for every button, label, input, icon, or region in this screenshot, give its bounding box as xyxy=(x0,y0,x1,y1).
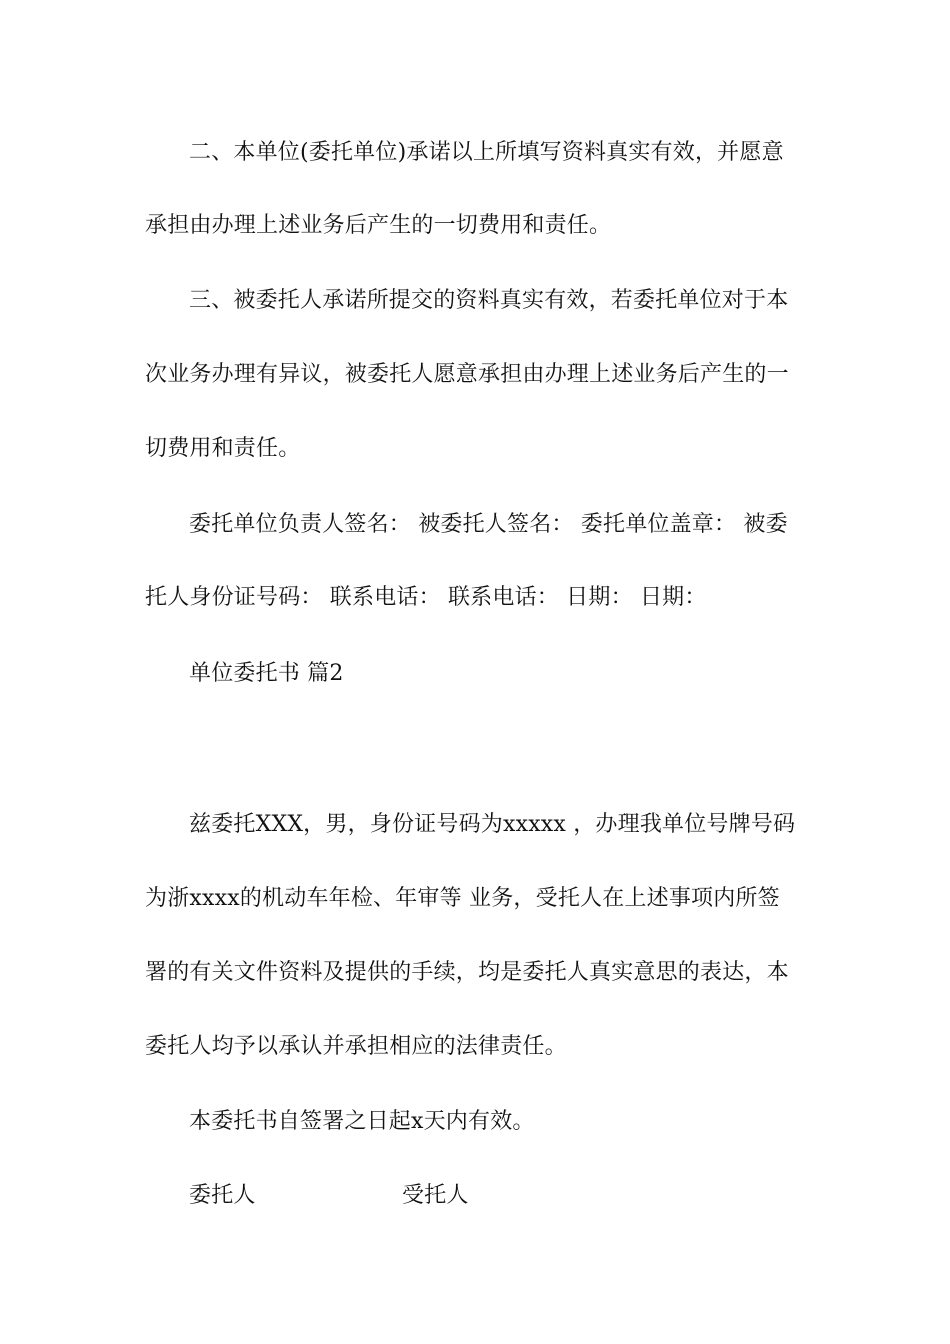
authorization-line-1: 兹委托XXX，男，身份证号码为xxxxx ，办理我单位号牌号码 xyxy=(189,812,796,837)
authorization-line-4: 委托人均予以承认并承担相应的法律责任。 xyxy=(145,1034,567,1059)
paragraph-2-line-1: 二、本单位(委托单位)承诺以上所填写资料真实有效，并愿意 xyxy=(189,140,784,165)
paragraph-3-line-3: 切费用和责任。 xyxy=(145,436,301,461)
section-title: 单位委托书 篇2 xyxy=(189,661,344,686)
paragraph-2-line-2: 承担由办理上述业务后产生的一切费用和责任。 xyxy=(145,213,612,238)
signature-fields-line-1: 委托单位负责人签名： 被委托人签名： 委托单位盖章： 被委 xyxy=(189,512,788,537)
authorization-line-2: 为浙xxxx的机动车年检、年审等 业务，受托人在上述事项内所签 xyxy=(145,886,780,911)
paragraph-3-line-2: 次业务办理有异议，被委托人愿意承担由办理上述业务后产生的一 xyxy=(145,362,789,387)
signature-fields-line-2: 托人身份证号码： 联系电话： 联系电话： 日期： 日期： xyxy=(145,585,707,610)
agent-label: 受托人 xyxy=(402,1183,469,1208)
paragraph-3-line-1: 三、被委托人承诺所提交的资料真实有效，若委托单位对于本 xyxy=(189,288,789,313)
principal-label: 委托人 xyxy=(189,1183,256,1208)
signature-row xyxy=(189,1181,810,1211)
authorization-line-3: 署的有关文件资料及提供的手续，均是委托人真实意思的表达，本 xyxy=(145,960,789,985)
validity-statement: 本委托书自签署之日起x天内有效。 xyxy=(189,1109,535,1134)
